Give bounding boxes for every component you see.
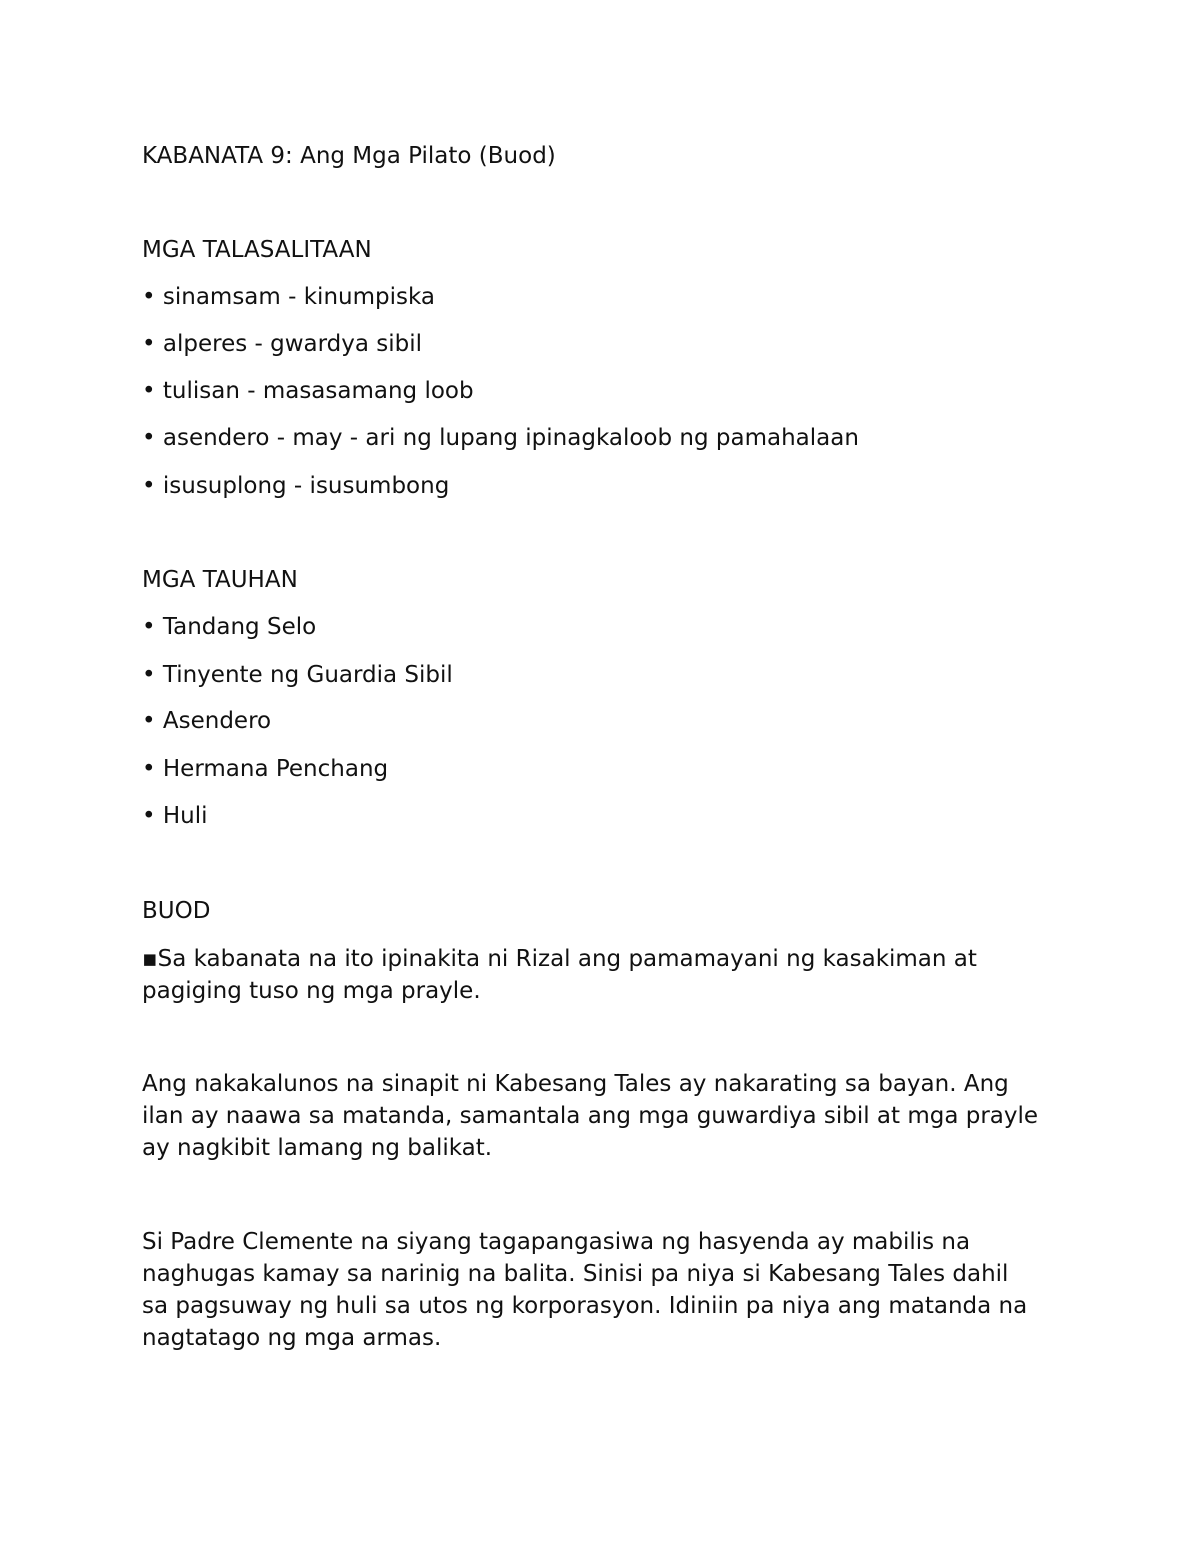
paragraph-line: Ang nakakalunos na sinapit ni Kabesang Tales ay nakarating sa bayan. Ang <box>142 1071 1009 1097</box>
summary-paragraph <box>142 943 1082 1007</box>
character-item: • Tinyente ng Guardia Sibil <box>142 662 453 688</box>
summary-heading: BUOD <box>142 898 211 924</box>
paragraph-line: sa pagsuway ng huli sa utos ng korporasyon. Idiniin pa niya ang matanda na <box>142 1293 1028 1319</box>
vocabulary-heading: MGA TALASALITAAN <box>142 237 372 263</box>
character-item: • Huli <box>142 803 208 829</box>
paragraph-line: pagiging tuso ng mga prayle. <box>142 978 481 1004</box>
paragraph-line: ay nagkibit lamang ng balikat. <box>142 1135 493 1161</box>
summary-paragraph <box>142 1068 1082 1164</box>
vocabulary-item: • sinamsam - kinumpiska <box>142 284 435 310</box>
character-item: • Hermana Penchang <box>142 756 389 782</box>
paragraph-line: naghugas kamay sa narinig na balita. Sinisi pa niya si Kabesang Tales dahil <box>142 1261 1009 1287</box>
paragraph-line: Si Padre Clemente na siyang tagapangasiwa ng hasyenda ay mabilis na <box>142 1229 971 1255</box>
paragraph-line: ▪Sa kabanata na ito ipinakita ni Rizal ang pamamayani ng kasakiman at <box>142 946 977 972</box>
paragraph-line: ilan ay naawa sa matanda, samantala ang mga guwardiya sibil at mga prayle <box>142 1103 1039 1129</box>
vocabulary-item: • isusuplong - isusumbong <box>142 473 450 499</box>
summary-paragraph <box>142 1226 1082 1354</box>
character-item: • Tandang Selo <box>142 614 317 640</box>
vocabulary-item: • alperes - gwardya sibil <box>142 331 423 357</box>
paragraph-line: nagtatago ng mga armas. <box>142 1325 442 1351</box>
characters-heading: MGA TAUHAN <box>142 567 298 593</box>
character-item: • Asendero <box>142 708 272 734</box>
vocabulary-item: • asendero - may - ari ng lupang ipinagkaloob ng pamahalaan <box>142 425 859 451</box>
document-title: KABANATA 9: Ang Mga Pilato (Buod) <box>142 143 556 169</box>
vocabulary-item: • tulisan - masasamang loob <box>142 378 474 404</box>
